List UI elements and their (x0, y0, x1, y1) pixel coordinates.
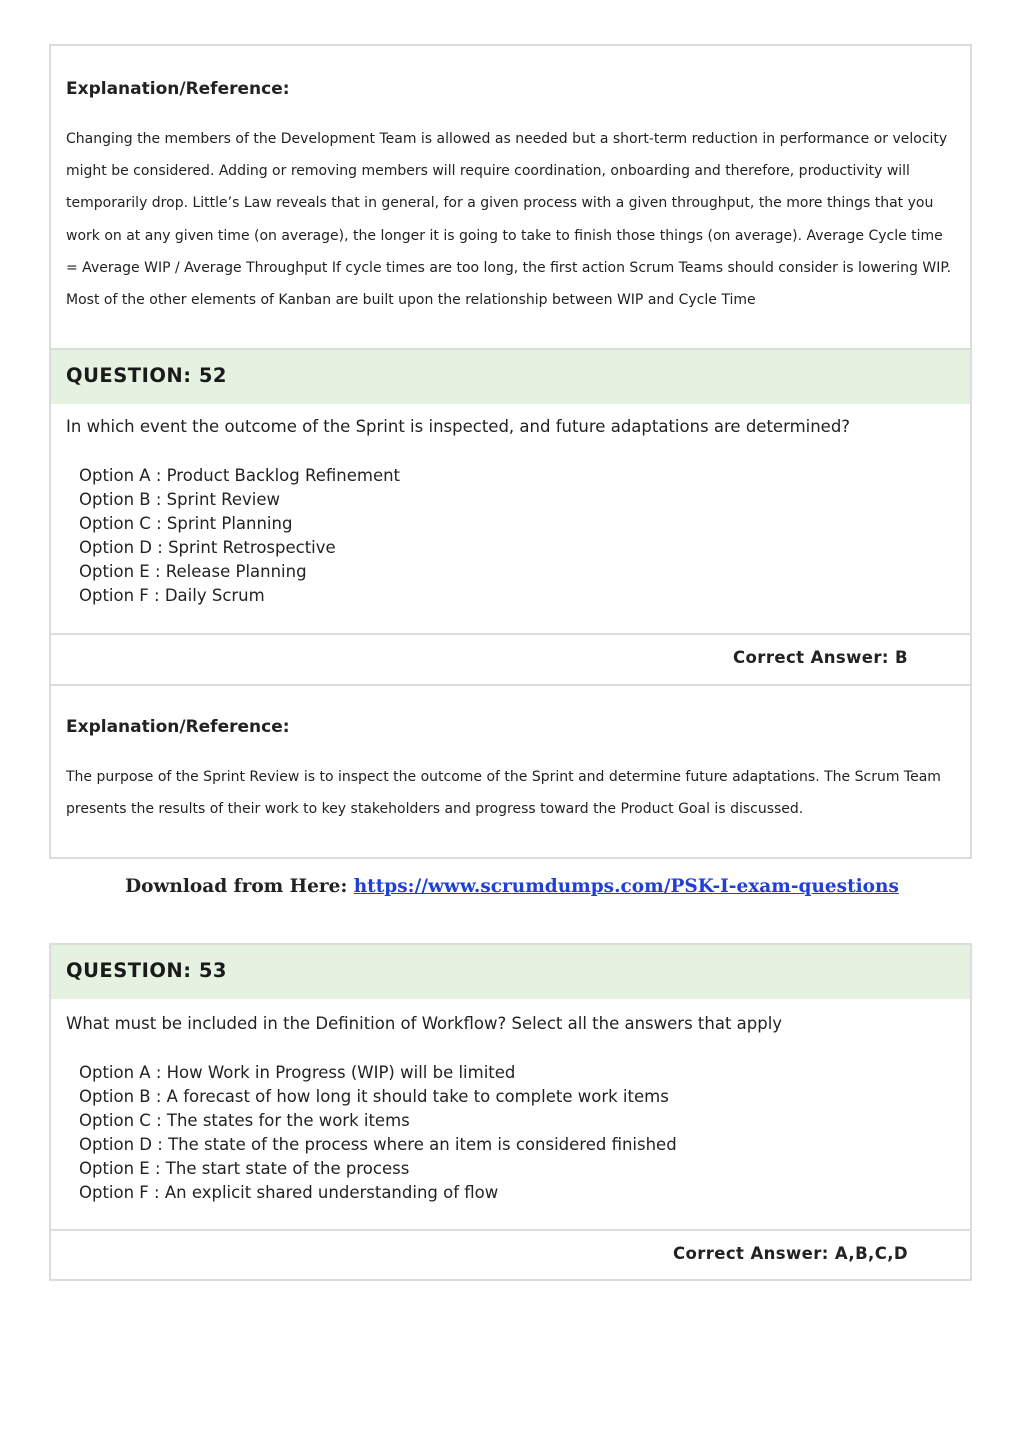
question-card-53 (49, 943, 972, 1281)
question-text: What must be included in the Definition of Workflow? Select all the answers that apply (66, 1014, 783, 1033)
question-text: In which event the outcome of the Sprint is inspected, and future adaptations are determined? (66, 417, 851, 436)
explanation-title: Explanation/Reference: (66, 717, 290, 737)
option-a: Option A : Product Backlog Refinement (79, 466, 401, 485)
divider (51, 1229, 970, 1231)
correct-answer: Correct Answer: B (733, 648, 908, 667)
option-c: Option C : Sprint Planning (79, 514, 293, 534)
option-d: Option D : The state of the process where an item is considered finished (79, 1135, 677, 1155)
download-label: Download from Here: (125, 876, 348, 897)
question-card-52 (49, 44, 972, 859)
option-f: Option F : Daily Scrum (79, 586, 265, 606)
explanation-text: Changing the members of the Development Team is allowed as needed but a short-term reduction in performance or velocity might be considered. Adding or removing members will require coordination, onboarding and therefore, productivity will temporarily drop. Little’s Law reveals that in general, for a given process with a given throughput, the more things that you work on at any given time (on average), the longer it is going to take to finish those things (on average). Average Cycle time = Average WIP / Average Throughput If cycle times are too long, the first action Scrum Teams should consider is lowering WIP. Most of the other elements of Kanban are built upon the relationship between WIP and Cycle Time (66, 131, 952, 309)
option-c: Option C : The states for the work items (79, 1111, 410, 1131)
option-d: Option D : Sprint Retrospective (79, 538, 336, 558)
options-list (79, 464, 400, 609)
option-f: Option F : An explicit shared understanding of flow (79, 1183, 499, 1203)
divider (51, 684, 970, 686)
question-header (51, 945, 970, 999)
explanation-title: Explanation/Reference: (66, 79, 290, 99)
download-link[interactable]: https://www.scrumdumps.com/PSK-I-exam-questions (353, 876, 899, 897)
options-list (79, 1061, 677, 1206)
explanation-text: The purpose of the Sprint Review is to inspect the outcome of the Sprint and determine future adaptations. The Scrum Team presents the results of their work to key stakeholders and progress toward the Product Goal is discussed. (66, 769, 941, 818)
option-b: Option B : A forecast of how long it should take to complete work items (79, 1087, 669, 1107)
correct-answer: Correct Answer: A,B,C,D (672, 1244, 908, 1263)
option-e: Option E : The start state of the process (79, 1159, 410, 1179)
option-e: Option E : Release Planning (79, 562, 307, 582)
divider (51, 633, 970, 635)
question-title: QUESTION: 53 (66, 959, 227, 982)
question-header (51, 350, 970, 404)
download-line (0, 876, 1024, 897)
option-a: Option A : How Work in Progress (WIP) will be limited (79, 1063, 516, 1082)
question-title: QUESTION: 52 (66, 364, 227, 387)
option-b: Option B : Sprint Review (79, 490, 281, 510)
